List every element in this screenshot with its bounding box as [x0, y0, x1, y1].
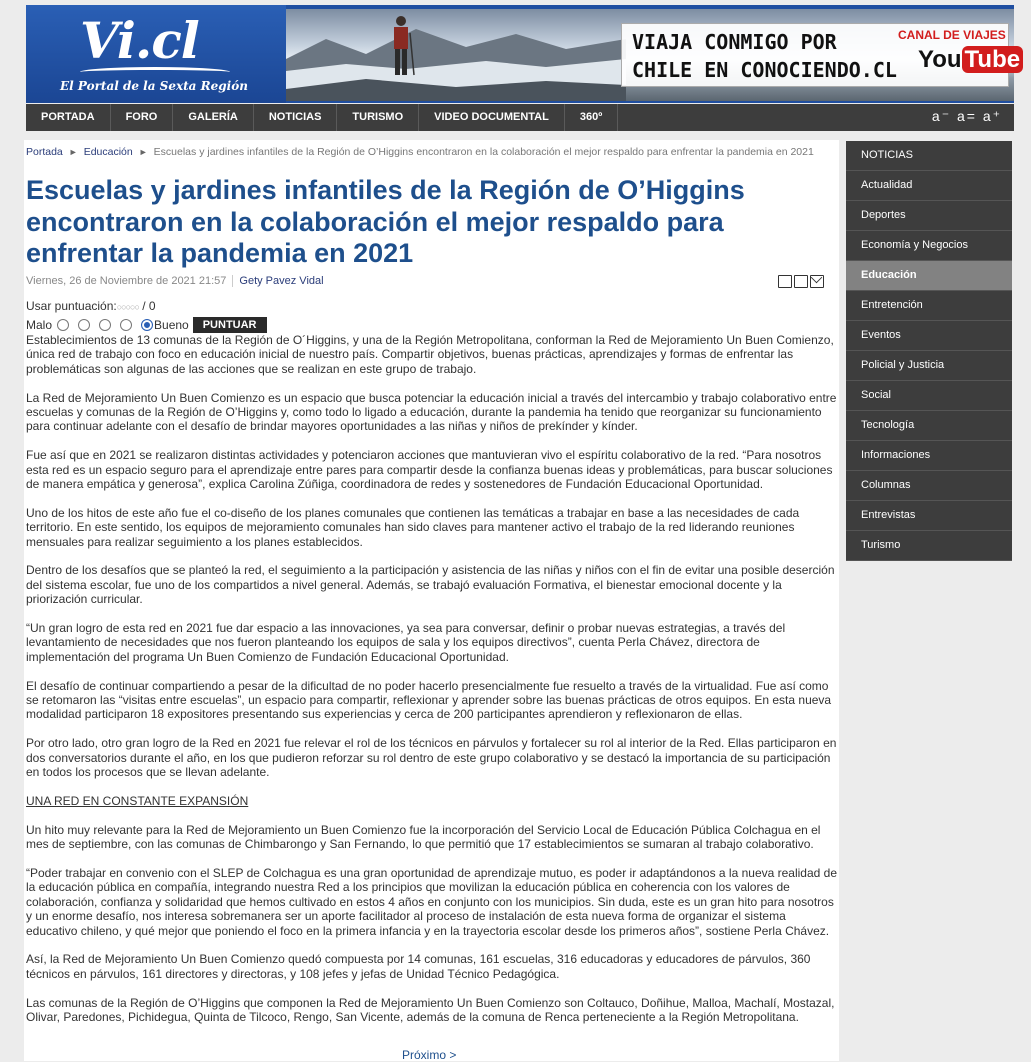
youtube-logo: [918, 46, 1023, 74]
logo-swoosh: [80, 67, 230, 77]
sidebar-item-tecnologia[interactable]: Tecnología: [846, 411, 1012, 441]
sidebar-item-columnas[interactable]: Columnas: [846, 471, 1012, 501]
article-paragraph: El desafío de continuar compartiendo a pesar de la dificultad de no poder hacerlo presencialmente fue resuelto a través de la virtualidad. Fue así como se retomaron las “visitas entre escuelas”, un espacio para compartir, reflexionar y aprender sobre las buenas prácticas de otros equipos. En esta nueva modalidad participaron 18 expositores presentando sus experiencias y cerca de 200 participantes aprendieron y reflexionaron de ellas.: [26, 678, 832, 722]
email-icon[interactable]: [810, 275, 824, 288]
breadcrumb-arrow-icon: ►: [68, 147, 78, 157]
breadcrumb: [26, 146, 836, 159]
vote-radio-2[interactable]: [78, 319, 90, 331]
vote-radio-4[interactable]: [120, 319, 132, 331]
article-paragraph: Dentro de los desafíos que se planteó la red, el seguimiento a la participación y asistencia de las niñas y niños con el fin de evitar una posible deserción del sistema escolar, fue uno de los compartidos a nivel general. Además, se trabajó evaluación Formativa, el bienestar emocional docente y la priorización curricular.: [26, 563, 835, 607]
vote-bad-label: Malo: [26, 318, 53, 332]
vote-radio-5[interactable]: [141, 319, 153, 331]
font-size-controls[interactable]: a⁻ a= a⁺: [931, 108, 1002, 124]
sidebar-item-social[interactable]: Social: [846, 381, 1012, 411]
nav-noticias[interactable]: NOTICIAS: [254, 104, 338, 131]
banner-mountain-image: [286, 9, 626, 101]
vote-radio-3[interactable]: [99, 319, 111, 331]
sidebar-item-entrevistas[interactable]: Entrevistas: [846, 501, 1012, 531]
sidebar-item-policial[interactable]: Policial y Justicia: [846, 351, 1012, 381]
site-logo[interactable]: [26, 5, 286, 103]
article-paragraph: Por otro lado, otro gran logro de la Red en 2021 fue relevar el rol de los técnicos en párvulos y fortalecer su rol al interior de la Red. Ellas participaron en dos conversatorios durante el año, en los que pudieron reforzar su rol dentro de este grupo colaborativo y se destacó la importancia de su participación en todos los procesos que se llevan adelante.: [26, 736, 837, 780]
article-paragraph: Así, la Red de Mejoramiento Un Buen Comienzo quedó compuesta por 14 comunas, 161 escuelas, 316 educadoras y educadores de párvulos, 360 técnicos en párvulos, 161 directores y directoras, y 108 jefes y jefas de Unidad Técnico Pedagógica.: [26, 952, 811, 981]
rating-display: [26, 299, 156, 313]
banner-text-box: [621, 23, 1021, 87]
article-author[interactable]: Gety Pavez Vidal: [232, 275, 323, 287]
rating-value: / 0: [142, 299, 156, 313]
banner-channel-label: CANAL DE VIAJES: [898, 28, 1006, 42]
article-paragraph: Establecimientos de 13 comunas de la Región de O´Higgins, y una de la Región Metropolitana, conforman la Red de Mejoramiento Un Buen Comienzo, única red de trabajo con foco en educación inicial de nuestro país. Compartir objetivos, buenas prácticas, aprendizajes y formas de enfrentar las problemáticas son algunas de las acciones que se realizan en este grupo de trabajo.: [26, 333, 834, 376]
nav-360[interactable]: 360º: [565, 104, 618, 131]
ad-banner[interactable]: [286, 9, 1021, 101]
rating-stars-icon: ○○○○○: [116, 302, 139, 312]
article-paragraph: “Poder trabajar en convenio con el SLEP de Colchagua es una gran oportunidad de aprendizaje mutuo, es poder ir adaptándonos a la nueva realidad de la educación pública en compañía, integrando nuestra Red a los principios que movilizan la educación pública en coherencia con los valores de colaboración, confianza y solidaridad que hemos cultivado en estos 4 años en conjunto con los municipios. Sin duda, este es un gran hito para nosotros y un enorme desafío, nos interesa sobremanera ser un aporte facilitador al proceso de instalación de esta nueva forma de organizar el sistema educativo chileno, y qué mejor que poniendo el foco en la primera infancia y en la trayectoria escolar desde los primeros años”, sostiene Perla Chávez.: [26, 865, 838, 938]
site-header: [26, 5, 1021, 103]
article-title: Escuelas y jardines infantiles de la Región de O’Higgins encontraron en la colaboración el mejor respaldo para enfrentar la pandemia en 2021: [26, 175, 745, 268]
sidebar-item-actualidad[interactable]: Actualidad: [846, 171, 1012, 201]
logo-tagline: El Portal de la Sexta Región: [60, 79, 248, 93]
rating-form: [26, 317, 267, 333]
sidebar-item-eventos[interactable]: Eventos: [846, 321, 1012, 351]
rating-label: Usar puntuación:: [26, 299, 117, 313]
hiker-figure: [386, 13, 416, 79]
youtube-you: You: [918, 46, 962, 73]
logo-text: Vi.cl: [80, 11, 199, 70]
sidebar-item-educacion[interactable]: Educación: [846, 261, 1012, 291]
print-icon[interactable]: [794, 275, 808, 288]
article-paragraph: Las comunas de la Región de O’Higgins que componen la Red de Mejoramiento Un Buen Comienzo son Coltauco, Doñihue, Malloa, Machalí, Mostazal, Olivar, Paredones, Pichidegua, Quinta de Tilcoco, Rengo, San Vicente, además de la comuna de Renca perteneciente a la Región Metropolitana.: [26, 995, 835, 1024]
vote-good-label: Bueno: [154, 318, 189, 332]
nav-foro[interactable]: FORO: [111, 104, 174, 131]
nav-portada[interactable]: PORTADA: [26, 104, 111, 131]
article-subheading: UNA RED EN CONSTANTE EXPANSIÓN: [26, 793, 249, 808]
article-paragraph: Fue así que en 2021 se realizaron distintas actividades y potenciaron acciones que mantuvieran vivo el espíritu colaborativo de la red. “Para nosotros esta red es un espacio seguro para el aprendizaje entre pares para compartir desde la confianza buenas ideas y problemáticas, para buscar soluciones de manera empática y generosa”, explica Carolina Zúñiga, coordinadora de redes y sostenedores de Fundación Educacional Oportunidad.: [26, 448, 833, 492]
article-byline: [26, 275, 324, 287]
pdf-icon[interactable]: [778, 275, 792, 288]
breadcrumb-home[interactable]: Portada: [26, 146, 63, 158]
article-paragraph: Uno de los hitos de este año fue el co-diseño de los planes comunales que contienen las temáticas a trabajar en base a las necesidades de cada territorio. En este sentido, los equipos de mejoramiento comunales han sido claves para mantener activo el trabajo de la red liderando reuniones mensuales para realizar seguimiento a los planes establecidos.: [26, 505, 800, 549]
submit-rating-button[interactable]: PUNTUAR: [193, 317, 267, 333]
sidebar-heading-noticias[interactable]: NOTICIAS: [846, 141, 1012, 171]
breadcrumb-arrow-icon: ►: [138, 147, 148, 157]
article-date: Viernes, 26 de Noviembre de 2021 21:57: [26, 275, 227, 287]
article-container: [24, 140, 839, 1061]
sidebar-item-entretencion[interactable]: Entretención: [846, 291, 1012, 321]
breadcrumb-section[interactable]: Educación: [83, 146, 133, 158]
article-paragraph: “Un gran logro de esta red en 2021 fue dar espacio a las innovaciones, ya sea para conversar, definir o probar nuevas estrategias, a través del levantamiento de necesidades que nos fueron planteando los equipos de sala y los equipos directivos”, cuenta Perla Chávez, directora de implementación del programa Un Buen Comienzo de Fundación Educacional Oportunidad.: [26, 621, 786, 664]
youtube-tube: Tube: [962, 46, 1024, 73]
article-tools: [778, 275, 824, 288]
banner-headline-2: CHILE EN CONOCIENDO.CL: [632, 58, 897, 82]
main-navigation: [26, 104, 1014, 131]
article-paragraph: Un hito muy relevante para la Red de Mejoramiento un Buen Comienzo fue la incorporación del Servicio Local de Educación Pública Colchagua en el mes de septiembre, con las comunas de Chimbarongo y San Fernando, lo que permitió que 17 establecimientos se sumaran al trabajo colaborativo.: [26, 822, 821, 852]
article-paragraph: La Red de Mejoramiento Un Buen Comienzo es un espacio que busca potenciar la educación inicial a través del intercambio y trabajo colaborativo entre escuelas y comunas de la Región de O’Higgins y, como todo lo ligado a educación, durante la pandemia ha tenido que reorganizar su funcionamiento para continuar adelante con el desafío de brindar mayores oportunidades a las niñas y niños de prekínder y kínder.: [26, 390, 837, 434]
nav-video-documental[interactable]: VIDEO DOCUMENTAL: [419, 104, 565, 131]
sidebar-item-deportes[interactable]: Deportes: [846, 201, 1012, 231]
next-article-link[interactable]: Próximo >: [402, 1048, 457, 1062]
vote-radio-1[interactable]: [57, 319, 69, 331]
sidebar-item-economia[interactable]: Economía y Negocios: [846, 231, 1012, 261]
banner-headline-1: VIAJA CONMIGO POR: [632, 30, 837, 54]
article-body: [26, 333, 838, 1039]
sidebar-item-turismo[interactable]: Turismo: [846, 531, 1012, 561]
sidebar-item-informaciones[interactable]: Informaciones: [846, 441, 1012, 471]
sidebar-menu: [846, 141, 1012, 561]
nav-galeria[interactable]: GALERÍA: [173, 104, 254, 131]
breadcrumb-current: Escuelas y jardines infantiles de la Región de O’Higgins encontraron en la colaboración el mejor respaldo para enfrentar la pandemia en 2021: [153, 146, 814, 158]
nav-turismo[interactable]: TURISMO: [337, 104, 419, 131]
